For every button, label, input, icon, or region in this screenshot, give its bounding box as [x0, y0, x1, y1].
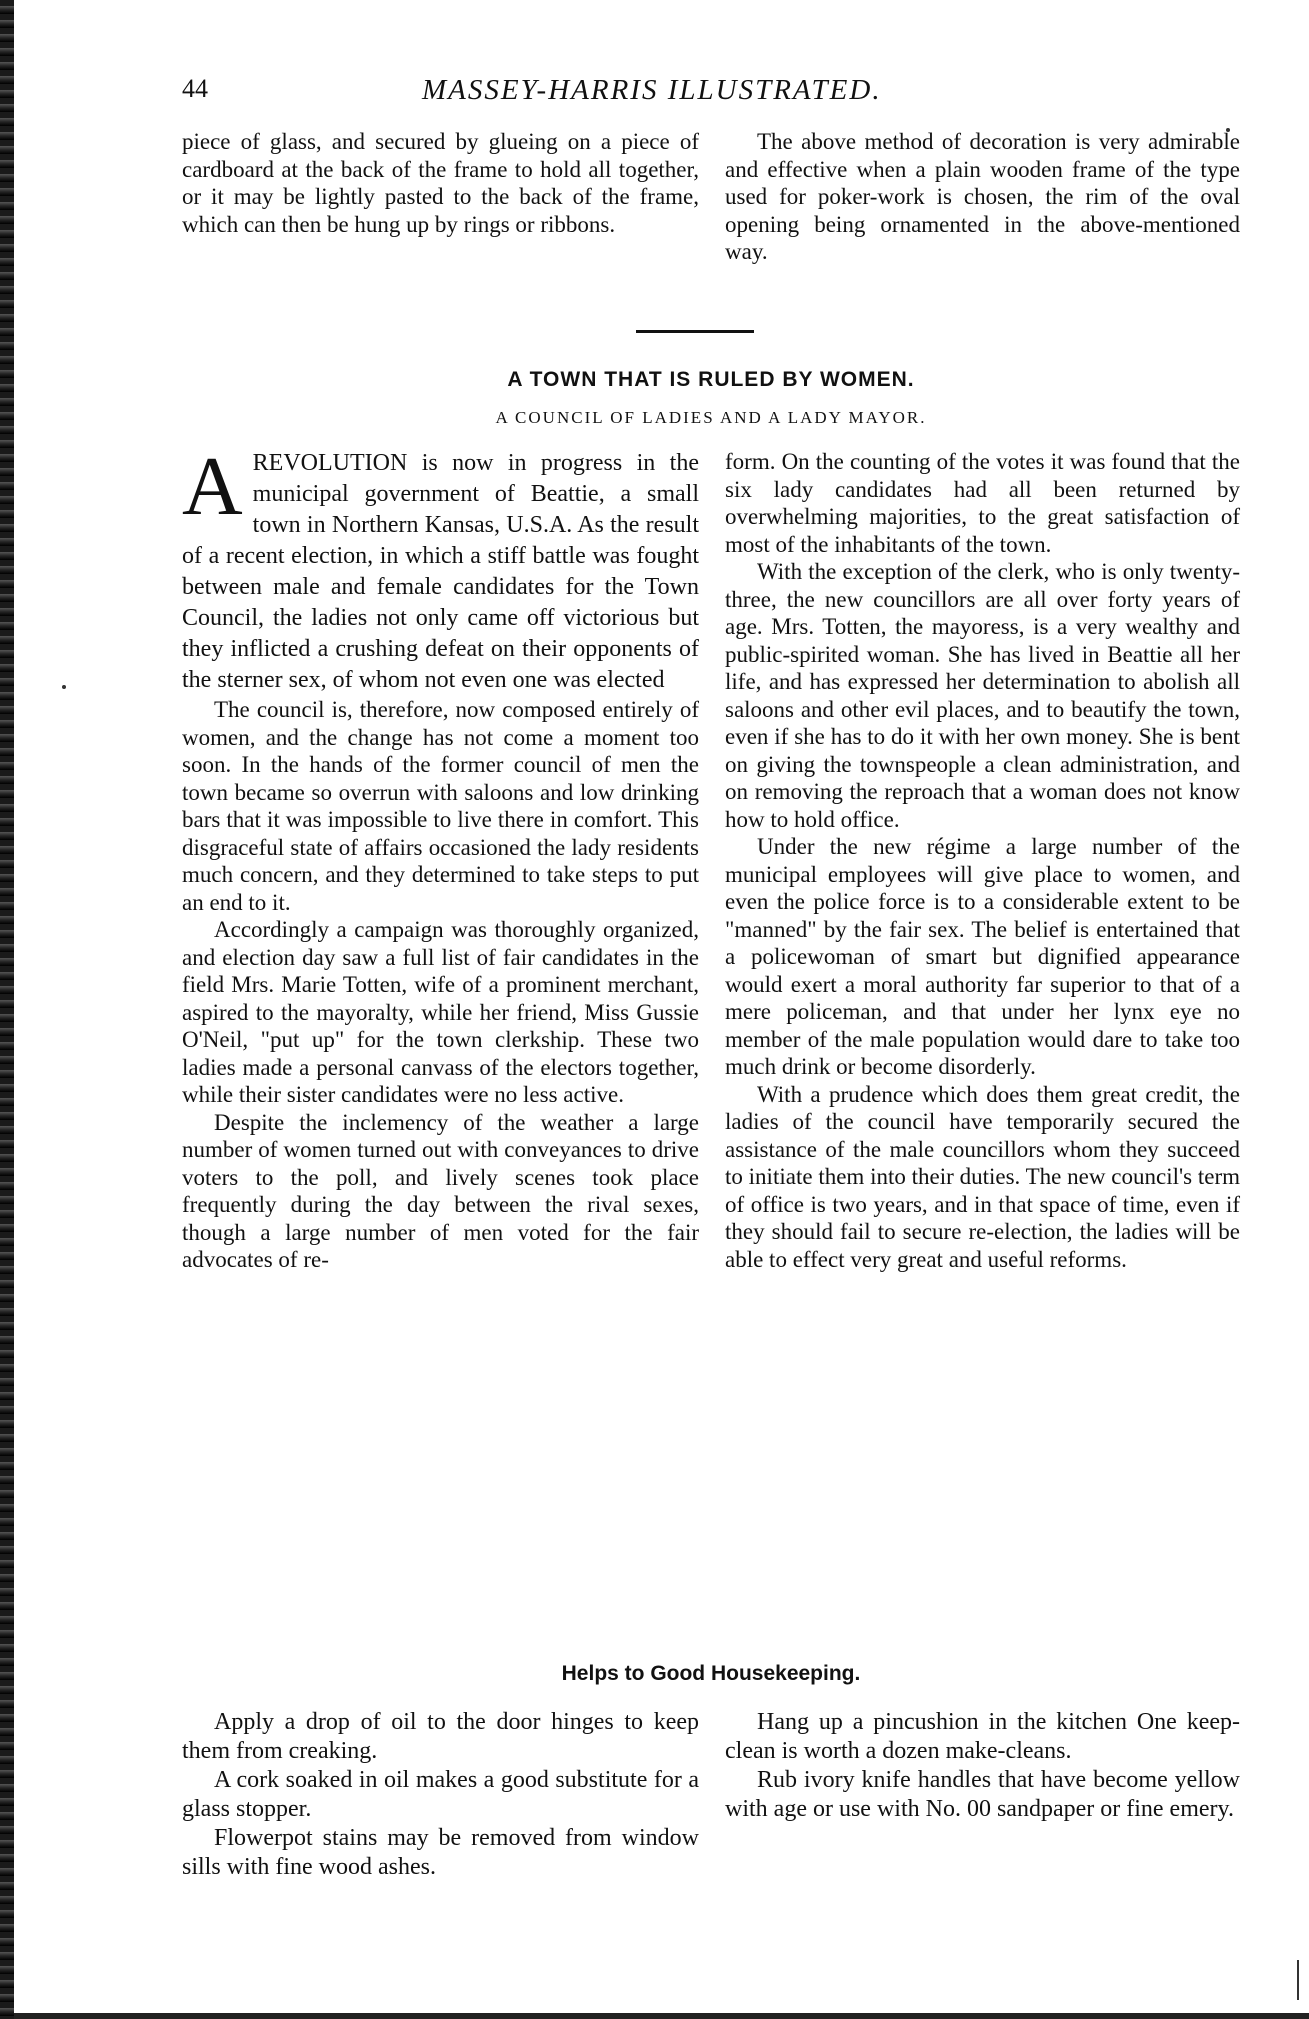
- tip: Flowerpot stains may be removed from window sills with fine wood ashes.: [182, 1825, 699, 1880]
- tip: Rub ivory knife handles that have become yellow with age or use with No. 00 sandpaper or fine emery.: [725, 1767, 1240, 1822]
- helps-left-column: [182, 1708, 699, 1882]
- tip: Hang up a pincushion in the kitchen One keep-clean is worth a dozen make-cleans.: [725, 1709, 1240, 1764]
- page-number: 44: [182, 74, 208, 103]
- paragraph: [182, 440, 699, 696]
- paragraph: The above method of decoration is very admirable and effective when a plain wooden frame of the type used for poker-work is chosen, the rim of the oval opening being ornamented in the above-mentioned way.: [725, 129, 1240, 264]
- specks: [62, 685, 66, 689]
- page-header: [182, 74, 1142, 114]
- paragraph: The council is, therefore, now composed entirely of women, and the change has not come a moment too soon. In the hands of the former council of men the town became so overrun with saloons and low drinking bars that it was impossible to live there in comfort. This disgraceful state of affairs occasioned the lady residents much concern, and they determined to take steps to put an end to it.: [182, 697, 699, 915]
- paragraph: Under the new régime a large number of the municipal employees will give place to women, and even the police force is to a considerable extent to be "manned" by the fair sex. The belief is entertained that a policewoman of smart but dignified appearance would exert a moral authority far superior to that of a mere policeman, and that under her lynx eye no member of the male population would dare to take too much drink or become disorderly.: [725, 834, 1240, 1079]
- section-divider: [636, 330, 754, 333]
- paragraph: With the exception of the clerk, who is only twenty-three, the new councillors are all over forty years of age. Mrs. Totten, the mayoress, is a very wealthy and public-spirited woman. She has lived in Beattie all her life, and has expressed her determination to abolish all saloons and other evil places, and to beautify the town, even if she has to do it with her own money. She is bent on giving the townspeople a clean administration, and on removing the reproach that a woman does not know how to hold office.: [725, 559, 1240, 832]
- helps-right-column: [725, 1708, 1240, 1824]
- article-subtitle: A COUNCIL OF LADIES AND A LADY MAYOR.: [495, 408, 927, 427]
- article-left-column: [182, 440, 699, 1274]
- top-left-column: [182, 128, 699, 238]
- paragraph: With a prudence which does them great credit, the ladies of the council have temporarily secured the assistance of the male councillors whom they succeed to initiate them into their duties. The new council's term of office is two years, and in that space of time, even if they should fail to secure re-election, the ladies will be able to effect very great and useful reforms.: [725, 1081, 1240, 1272]
- book-spine-edge: [0, 0, 14, 2019]
- paragraph: Accordingly a campaign was thoroughly organized, and election day saw a full list of fair candidates in the field Mrs. Marie Totten, wife of a prominent merchant, aspired to the mayoralty, while her friend, Miss Gussie O'Neil, "put up" for the town clerkship. These two ladies made a personal canvass of the electors together, while their sister candidates were no less active.: [182, 917, 699, 1107]
- paragraph: form. On the counting of the votes it was found that the six lady candidates had all been returned by overwhelming majorities, to the great satisfaction of most of the inhabitants of the town.: [725, 449, 1240, 557]
- lead-text: REVOLUTION is now in progress in the municipal government of Beattie, a small town in Northern Kansas, U.S.A. As the result of a recent election, in which a stiff battle was fought between male and female candidates for the Town Council, the ladies not only came off victorious but they inflicted a crushing defeat on their opponents of the sterner sex, of whom not even one was elected: [182, 450, 699, 693]
- page-edge-mark: [1297, 1960, 1299, 2000]
- drop-cap: A: [182, 440, 243, 533]
- helps-title: Helps to Good Housekeeping.: [561, 1662, 861, 1685]
- page-bottom-edge: [14, 2013, 1309, 2019]
- article-title: A TOWN THAT IS RULED BY WOMEN.: [507, 368, 915, 391]
- tip: A cork soaked in oil makes a good substitute for a glass stopper.: [182, 1767, 699, 1822]
- paragraph: Despite the inclemency of the weather a large number of women turned out with conveyances to drive voters to the poll, and lively scenes took place frequently during the day between the rival sexes, though a large number of men voted for the fair advocates of re-: [182, 1109, 699, 1272]
- top-right-column: [725, 128, 1240, 266]
- paragraph: piece of glass, and secured by glueing on a piece of cardboard at the back of the frame to hold all together, or it may be lightly pasted to the back of the frame, which can then be hung up by rings or ribbons.: [182, 129, 699, 237]
- tip: Apply a drop of oil to the door hinges to keep them from creaking.: [182, 1709, 699, 1764]
- running-title: MASSEY-HARRIS ILLUSTRATED.: [422, 74, 882, 106]
- article-right-column: [725, 448, 1240, 1273]
